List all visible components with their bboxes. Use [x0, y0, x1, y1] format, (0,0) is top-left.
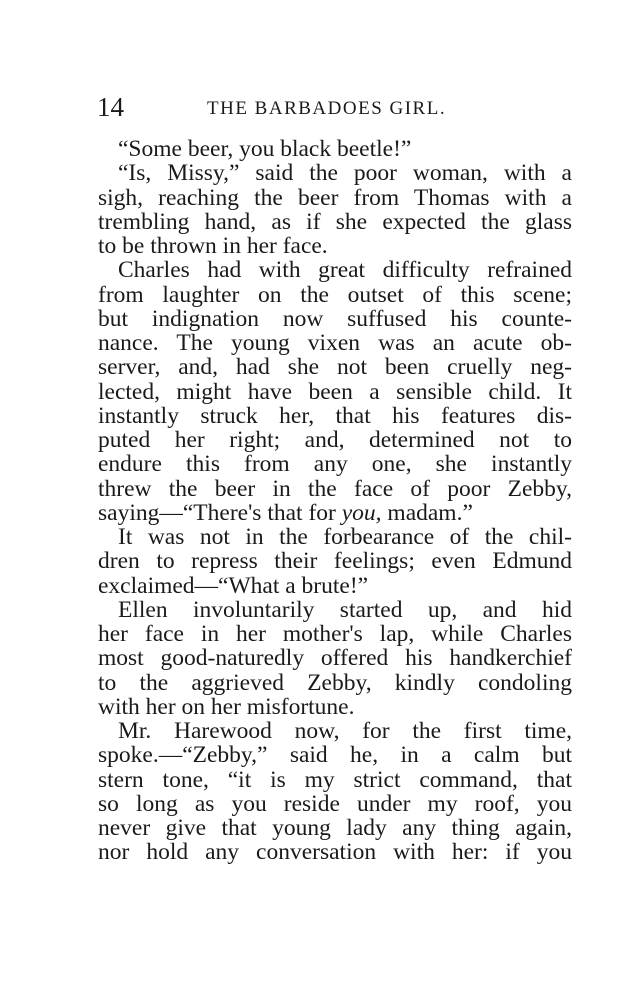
text-line: with her on her misfortune. — [98, 693, 355, 720]
text-line: puted her right; and, determined not to — [98, 427, 572, 453]
text-line: Mr. Harewood now, for the first time, — [118, 718, 572, 744]
text-line: “Is, Missy,” said the poor woman, with a — [118, 160, 572, 187]
text-line: most good-naturedly offered his handkerchief — [98, 645, 572, 672]
text-line: threw the beer in the face of poor Zebby, — [98, 475, 572, 502]
text-line: sigh, reaching the beer from Thomas with a — [98, 184, 572, 211]
text-line: lected, might have been a sensible child. It — [98, 378, 572, 405]
text-line: spoke.—“Zebby,” said he, in a calm but — [98, 742, 572, 769]
text-line: from laughter on the outset of this scene; — [98, 281, 572, 308]
text-line: nor hold any conversation with her: if you — [98, 839, 572, 866]
text-line: “Some beer, you black beetle!” — [118, 136, 412, 162]
text-line: stern tone, “it is my strict command, that — [98, 766, 572, 793]
text-line: Ellen involuntarily started up, and hid — [118, 596, 572, 623]
running-title: THE BARBADOES GIRL. — [207, 98, 447, 119]
text-line: saying—“There's that for you, madam.” — [98, 499, 473, 526]
text-line: her face in her mother's lap, while Charles — [98, 621, 572, 647]
text-line: exclaimed—“What a brute!” — [98, 572, 369, 599]
text-line: nance. The young vixen was an acute ob- — [98, 330, 572, 356]
page-number: 14 — [97, 92, 124, 122]
text-line: so long as you reside under my roof, you — [98, 790, 572, 817]
emphasis: you, — [341, 499, 382, 526]
text-line: to the aggrieved Zebby, kindly condoling — [98, 669, 572, 696]
text-line: server, and, had she not been cruelly neg- — [98, 354, 572, 381]
text-line: Charles had with great difficulty refrained — [118, 257, 572, 284]
body-text — [98, 137, 572, 865]
text-line: instantly struck her, that his features dis- — [98, 402, 572, 429]
text-line: endure this from any one, she instantly — [98, 451, 572, 478]
text-line: never give that young lady any thing again, — [98, 815, 572, 841]
text-line: dren to repress their feelings; even Edmund — [98, 548, 572, 575]
text-line: It was not in the forbearance of the chil- — [118, 524, 572, 550]
text-line: but indignation now suffused his counte- — [98, 305, 572, 332]
page-header — [97, 92, 572, 122]
text-line: to be thrown in her face. — [98, 233, 328, 259]
text-line: trembling hand, as if she expected the glass — [98, 208, 572, 235]
